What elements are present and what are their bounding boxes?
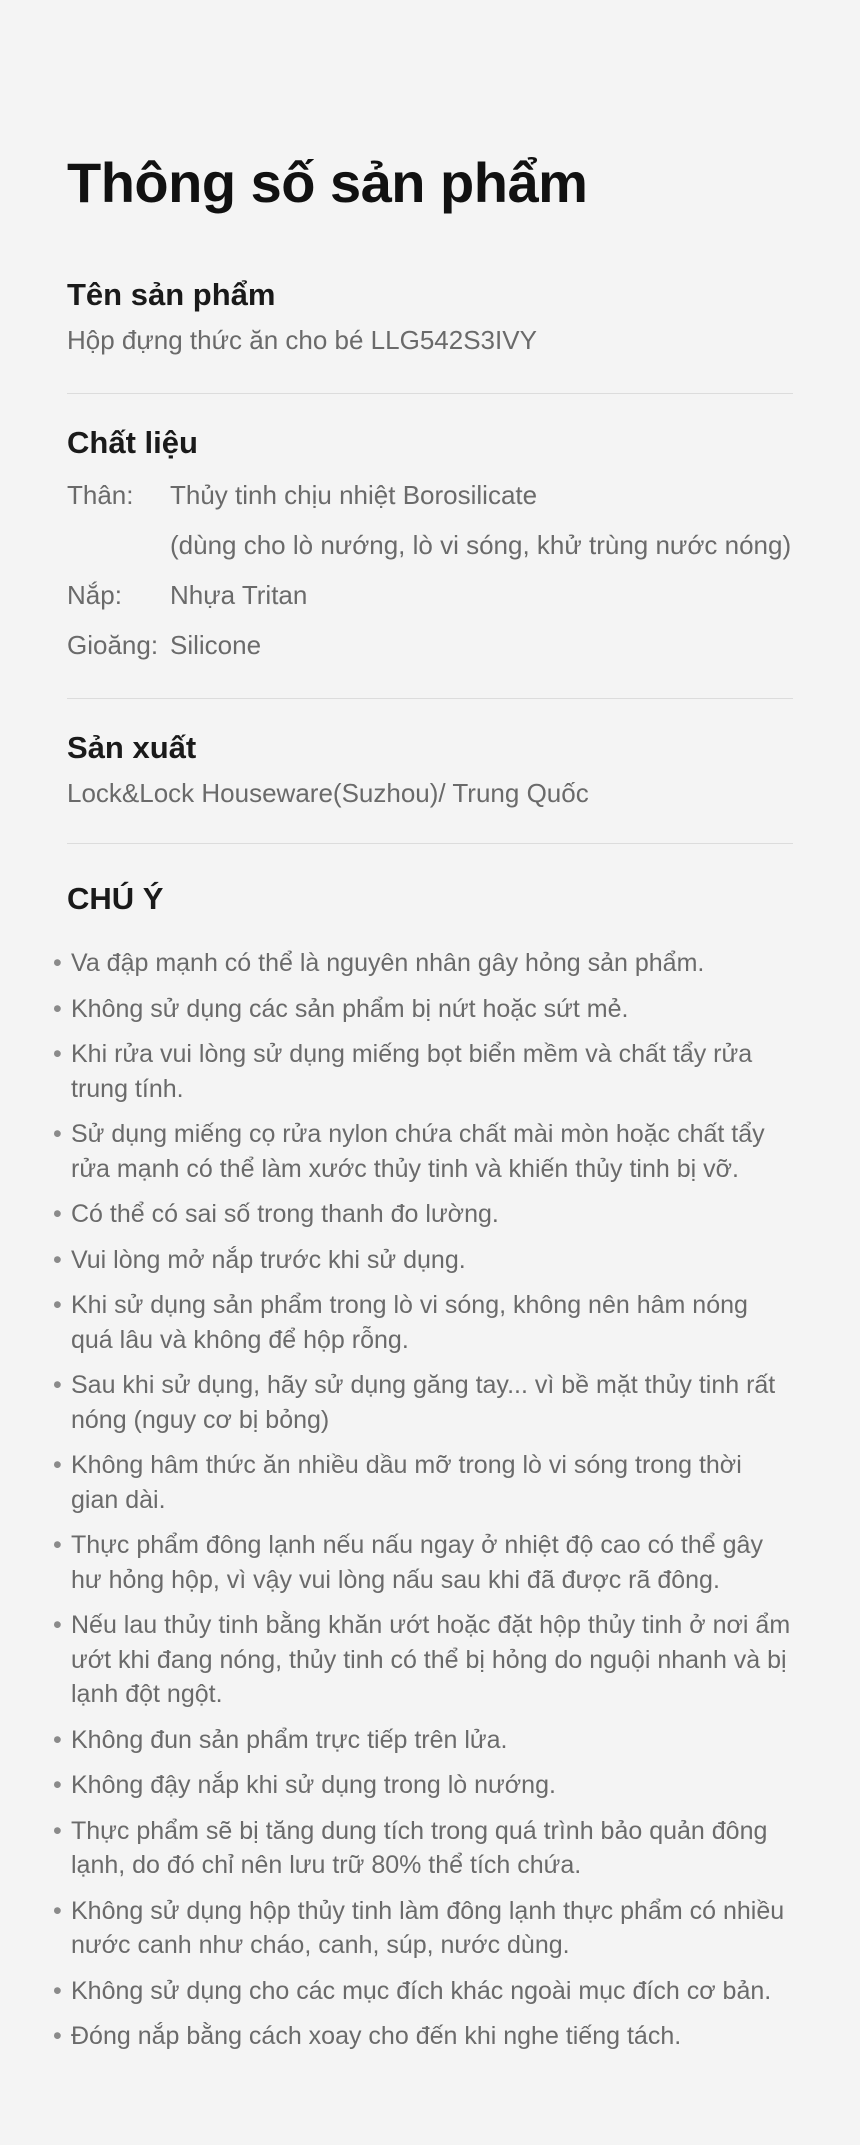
material-value [170,570,307,620]
caution-item [51,1723,793,1758]
bullet-dot: • [53,1200,62,1228]
caution-item-text: Vui lòng mở nắp trước khi sử dụng. [71,1245,466,1274]
material-value [170,470,791,570]
caution-item [51,1528,793,1597]
caution-section [53,844,793,2054]
caution-item [51,1197,793,1232]
material-key: Thân: [67,480,134,510]
caution-item [51,1894,793,1963]
material-row-lid [67,570,793,620]
bullet-dot: • [53,1816,62,1845]
caution-item [51,1768,793,1803]
caution-item-text: Va đập mạnh có thể là nguyên nhân gây hỏng sản phẩm. [71,949,705,977]
material-value-line: Nhựa Tritan [170,580,308,610]
caution-item-text: Thực phẩm đông lạnh nếu nấu ngay ở nhiệt độ cao có thể gây hư hỏng hộp, vì vậy vui lòng nấu sau khi đã được rã đông. [71,1531,763,1594]
caution-item-text: Không sử dụng cho các mục đích khác ngoài mục đích cơ bản. [71,1976,772,2005]
manufacture-value: Lock&Lock Houseware(Suzhou)/ Trung Quốc [67,778,589,808]
bullet-dot: • [53,2022,62,2050]
caution-item [51,1814,793,1883]
bullet-dot: • [53,949,62,977]
caution-item [51,1117,793,1186]
caution-item-text: Thực phẩm sẽ bị tăng dung tích trong quá trình bảo quản đông lạnh, do đó chỉ nên lưu trữ 80% thể tích chứa. [71,1816,768,1879]
product-name-heading: Tên sản phẩm [67,277,276,312]
product-name-value: Hộp đựng thức ăn cho bé LLG542S3IVY [67,325,537,355]
caution-item-text: Khi rửa vui lòng sử dụng miếng bọt biển mềm và chất tẩy rửa trung tính. [71,1040,753,1103]
caution-item-text: Không đậy nắp khi sử dụng trong lò nướng. [71,1771,556,1799]
caution-item [51,1368,793,1437]
bullet-dot: • [53,1120,62,1148]
material-row-body [67,470,793,570]
bullet-dot: • [53,1291,62,1319]
caution-item [51,1448,793,1517]
manufacture-heading: Sản xuất [67,730,197,765]
bullet-dot: • [53,1611,62,1639]
material-heading: Chất liệu [67,425,198,460]
caution-item [51,2019,793,2054]
material-key: Nắp: [67,580,122,610]
bullet-dot: • [53,1896,62,1925]
bullet-dot: • [53,1976,62,2005]
caution-list [51,946,793,2054]
material-value [170,620,261,670]
caution-item [51,1288,793,1357]
bullet-dot: • [53,1371,62,1399]
bullet-dot: • [53,1531,62,1559]
caution-item [51,1243,793,1278]
caution-item-text: Đóng nắp bằng cách xoay cho đến khi nghe tiếng tách. [71,2022,682,2050]
material-row-gasket [67,620,793,670]
caution-item-text: Không sử dụng hộp thủy tinh làm đông lạnh thực phẩm có nhiều nước canh như cháo, canh, súp, nước dùng. [71,1896,785,1959]
caution-item-text: Có thể có sai số trong thanh đo lường. [71,1200,499,1228]
caution-item-text: Khi sử dụng sản phẩm trong lò vi sóng, không nên hâm nóng quá lâu và không để hộp rỗng. [71,1291,748,1354]
product-name-section [67,274,793,394]
caution-item-text: Sau khi sử dụng, hãy sử dụng găng tay... vì bề mặt thủy tinh rất nóng (nguy cơ bị bỏng) [71,1371,776,1434]
caution-item-text: Nếu lau thủy tinh bằng khăn ướt hoặc đặt hộp thủy tinh ở nơi ẩm ướt khi đang nóng, thủy tinh có thể bị hỏng do nguội nhanh và bị lạnh đột ngột. [71,1611,791,1708]
caution-item [51,992,793,1027]
material-value-line: Silicone [170,630,262,660]
bullet-dot: • [53,1771,62,1799]
bullet-dot: • [53,994,62,1023]
material-value-line: Thủy tinh chịu nhiệt Borosilicate [170,480,538,510]
manufacture-section [67,699,793,844]
bullet-dot: • [53,1451,62,1479]
caution-item-text: Không đun sản phẩm trực tiếp trên lửa. [71,1725,508,1754]
caution-item-text: Không hâm thức ăn nhiều dầu mỡ trong lò vi sóng trong thời gian dài. [71,1451,742,1514]
caution-item [51,1037,793,1106]
bullet-dot: • [53,1040,62,1068]
material-section [67,394,793,699]
caution-heading: CHÚ Ý [67,881,164,916]
caution-item [51,1974,793,2009]
caution-item-text: Không sử dụng các sản phẩm bị nứt hoặc sứt mẻ. [71,994,629,1023]
bullet-dot: • [53,1725,62,1754]
caution-item [51,1608,793,1712]
caution-item [51,946,793,981]
page-title: Thông số sản phẩm [67,151,588,214]
material-key: Gioăng: [67,630,159,660]
bullet-dot: • [53,1245,62,1274]
caution-item-text: Sử dụng miếng cọ rửa nylon chứa chất mài mòn hoặc chất tẩy rửa mạnh có thể làm xước thủy tinh và khiến thủy tinh bị vỡ. [71,1120,765,1183]
material-value-line: (dùng cho lò nướng, lò vi sóng, khử trùng nước nóng) [170,530,792,560]
